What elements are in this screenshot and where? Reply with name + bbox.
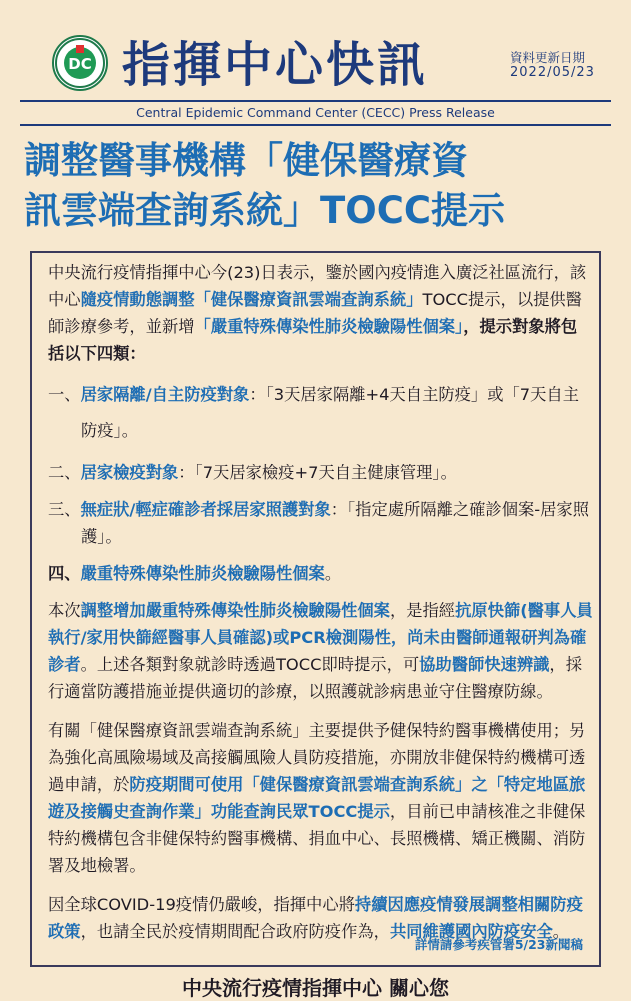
headline [24,136,614,236]
text-span: ，提示對象將包括以下四類： [48,317,578,363]
item-text: 。 [324,564,342,583]
item-label: 居家檢疫對象 [80,463,179,482]
article-body [48,259,593,945]
list-item [48,496,593,550]
text-span: ，也請全民於疫情期間配合政府防疫作為， [80,922,390,941]
highlight-span: 調整增加嚴重特殊傳染性肺炎檢驗陽性個案 [80,601,390,620]
highlight-span: 協助醫師快速辨識 [419,655,550,674]
highlight-span: 持續因應疫情發展調整相關防疫政策 [48,895,583,941]
list-item [48,377,593,449]
highlight-span: 抗原快篩(醫事人員執行/家用快篩經醫事人員確認)或PCR檢測陽性，尚未由醫師通報研判為確診者 [48,601,593,674]
text-span: ，採行適當防護措施並提供適切的診療，以照護就診病患並守住醫療防線。 [48,655,582,701]
paragraph-system-access [48,717,593,879]
highlight-span: 隨疫情動態調整「健保醫療資訊雲端查詢系統」 [80,290,423,309]
press-release-header [0,0,631,128]
content-box [30,251,601,967]
text-span: ，目前已申請核准之非健保特約機構包含非健保特約醫事機構、捐血中心、長照機構、矯正機關、消防署及地檢署。 [48,802,586,875]
text-span: 。 [552,922,570,941]
text-span: ，是指經 [389,601,456,620]
item-text: ：「指定處所隔離之確診個案-居家照護」。 [81,500,589,546]
text-span: 因全球COVID-19疫情仍嚴峻，指揮中心將 [48,895,355,914]
item-number: 四、 [48,564,81,583]
item-number: 二、 [48,463,81,482]
header-rule-bottom [20,124,611,126]
headline-line-1: 調整醫事機構「健保醫療資 [24,139,468,182]
reference-note: 詳情請參考疾管署5/23新聞稿 [414,937,583,952]
item-label: 無症狀/輕症確診者採居家照護對象 [80,500,331,519]
text-span: TOCC提示，以提供醫師診療參考，並新增 [48,290,582,336]
cdc-logo-icon [52,35,108,91]
update-date-block [510,50,620,81]
footer-sign-off: 中央流行疫情指揮中心 關心您 [182,976,449,1000]
item-text: ：「3天居家隔離+4天自主防疫」或「7天自主防疫」。 [81,385,579,440]
header-rule-top [20,100,611,102]
list-item [48,560,593,587]
update-date-value: 2022/05/23 [510,65,595,80]
text-span: 有關「健保醫療資訊雲端查詢系統」主要提供予健保特約醫事機構使用；另為強化高風險場域及高接觸風險人員防疫措施，亦開放非健保特約機構可透過申請，於 [48,721,586,794]
paragraph-intro [48,259,593,367]
update-date-label: 資料更新日期 [510,50,586,65]
item-text: ：「7天居家檢疫+7天自主健康管理」。 [178,463,457,482]
item-number: 三、 [48,500,81,519]
item-number: 一、 [48,385,81,404]
highlight-span: 共同維護國內防疫安全 [389,922,553,941]
english-subtitle: Central Epidemic Command Center (CECC) Press Release [136,105,495,120]
text-span: 中央流行疫情指揮中心今(23)日表示，鑒於國內疫情進入廣泛社區流行，該中心 [48,263,587,309]
item-label: 嚴重特殊傳染性肺炎檢驗陽性個案 [80,564,325,583]
highlight-span: 「嚴重特殊傳染性肺炎檢驗陽性個案」 [194,317,464,336]
headline-line-2: 訊雲端查詢系統」TOCC提示 [24,189,505,232]
text-span: 本次 [48,601,81,620]
bulletin-title: 指揮中心快訊 [122,37,429,93]
highlight-span: 防疫期間可使用「健保醫療資訊雲端查詢系統」之「特定地區旅遊及接觸史查詢作業」功能查詢民眾TOCC提示 [48,775,586,821]
list-item [48,459,593,486]
text-span: 。上述各類對象就診時透過TOCC即時提示，可 [80,655,420,674]
item-label: 居家隔離/自主防疫對象 [80,385,250,404]
svg-text:DC: DC [68,55,92,73]
paragraph-adjustment [48,597,593,705]
